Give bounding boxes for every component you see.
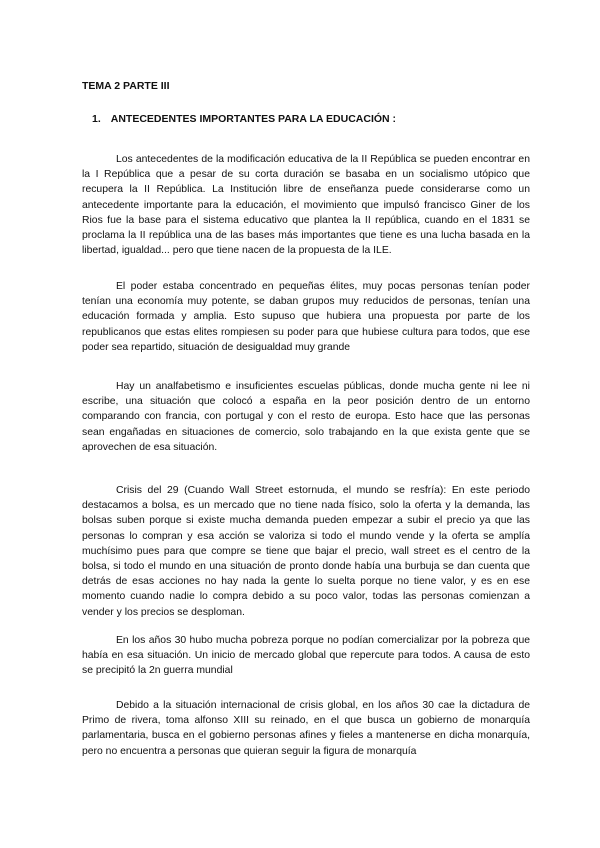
paragraph: Debido a la situación internacional de crisis global, en los años 30 cae la dictadura de Primo de rivera, toma alfonso XIII su reinado, en el que busca un gobierno de monarquía parlamentaria, busca en el gobierno personas afines y fieles a mantenerse en dicha monarquía, pero no encuentra a personas que quieran seguir la figura de monarquía (82, 700, 530, 757)
section-heading (92, 113, 396, 125)
section-heading-text: ANTECEDENTES IMPORTANTES PARA LA EDUCACIÓN : (110, 113, 397, 125)
paragraph: Hay un analfabetismo e insuficientes escuelas públicas, donde mucha gente ni lee ni escribe, una situación que colocó a españa en la peor posición dentro de un entorno comparando con francia, con portugal y con el resto de europa. Esto hace que las personas sean engañadas en situaciones de comercio, solo trabajando en la que exista gente que se aprovechen de esa situación. (82, 381, 530, 453)
paragraph: Crisis del 29 (Cuando Wall Street estornuda, el mundo se resfría): En este periodo destacamos a bolsa, es un mercado que no tiene nada físico, solo la oferta y la demanda, las bolsas suben porque si existe mucha demanda pueden empezar a subir el precio ya que las personas lo compran y esa acción se valoriza si todo el mundo vende y la oferta se amplía muchísimo pues para que compre se tiene que bajar el precio, wall street es el centro de la bolsa, si todo el mundo en una situación de pronto donde había una burbuja se dan cuenta que detrás de esas acciones no hay nada la gente lo suelta porque no tiene valor, y es en ese momento cuando nadie lo compra debido a su poco valor, todas las personas comienzan a vender y los precios se desploman. (82, 485, 530, 618)
paragraph: En los años 30 hubo mucha pobreza porque no podían comercializar por la pobreza que había en esa situación. Un inicio de mercado global que repercute para todos. A causa de esto se precipitó la 2n guerra mundial (82, 635, 530, 677)
document-title: TEMA 2 PARTE III (82, 80, 170, 92)
section-number: 1. (92, 113, 101, 125)
paragraph: Los antecedentes de la modificación educativa de la II República se pueden encontrar en la I República que a pesar de su corta duración se basaba en un socialismo utópico que recupera la II República. La Institución libre de enseñanza puede considerarse como un antecedente importante para la educación, el movimiento que impulsó francisco Giner de los Rios fue la base para el sistema educativo que plantea la II república, cuando en el 1831 se proclama la II república una de las bases más importantes que tiene es una lucha basada en la libertad, igualdad... pero que tiene nacen de la propuesta de la ILE. (82, 154, 530, 257)
paragraph: El poder estaba concentrado en pequeñas élites, muy pocas personas tenían poder tenían una economía muy potente, se daban grupos muy reducidos de personas, tenían una educación formada y amplia. Esto supuso que hubiera una propuesta por parte de los republicanos que estas elites rompiesen su poder para que hubiese cultura para todos, que ese poder sea repartido, situación de desigualdad muy grande (82, 281, 530, 353)
